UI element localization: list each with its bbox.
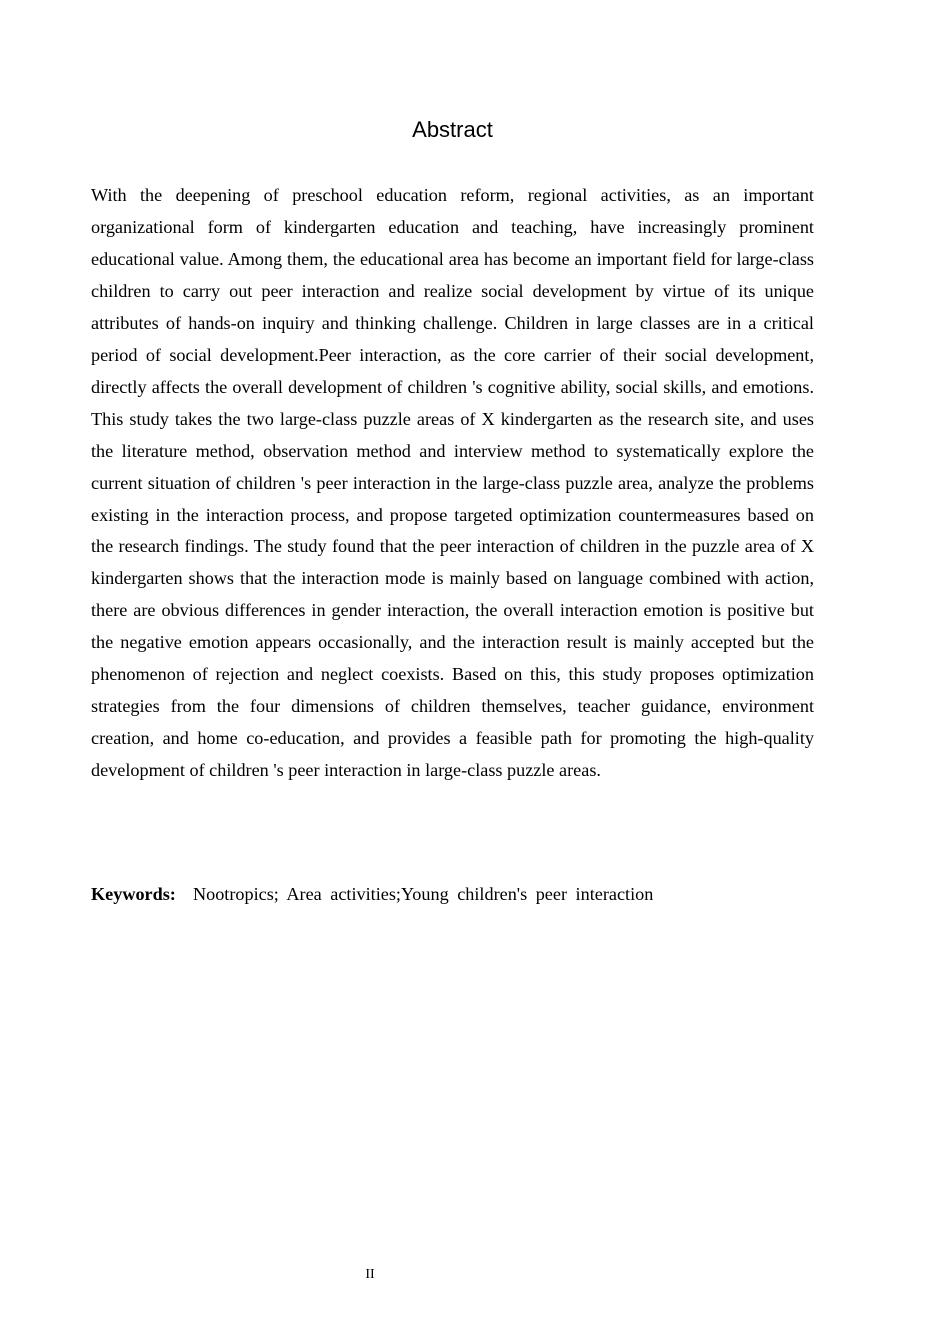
- keywords-label: Keywords:: [91, 884, 176, 904]
- page-number: II: [365, 1267, 375, 1282]
- abstract-body: With the deepening of preschool education reform, regional activities, as an important organizational form of kindergarten education and teaching, have increasingly prominent educational value. Among them, the educational area has become an important field for large-class children to carry out peer interaction and realize social development by virtue of its unique attributes of hands-on inquiry and thinking challenge. Children in large classes are in a critical period of social development.Peer interaction, as the core carrier of their social development, directly affects the overall development of children 's cognitive ability, social skills, and emotions. This study takes the two large-class puzzle areas of X kindergarten as the research site, and uses the literature method, observation method and interview method to systematically explore the current situation of children 's peer interaction in the large-class puzzle area, analyze the problems existing in the interaction process, and propose targeted optimization countermeasures based on the research findings. The study found that the peer interaction of children in the puzzle area of X kindergarten shows that the interaction mode is mainly based on language combined with action, there are obvious differences in gender interaction, the overall interaction emotion is positive but the negative emotion appears occasionally, and the interaction result is mainly accepted but the phenomenon of rejection and neglect coexists. Based on this, this study proposes optimization strategies from the four dimensions of children themselves, teacher guidance, environment creation, and home co-education, and provides a feasible path for promoting the high-quality development of children 's peer interaction in large-class puzzle areas.: [91, 185, 814, 781]
- keywords-line: [91, 878, 814, 910]
- keywords-value: Nootropics; Area activities;Young children's peer interaction: [192, 884, 654, 904]
- abstract-title: Abstract: [412, 117, 493, 142]
